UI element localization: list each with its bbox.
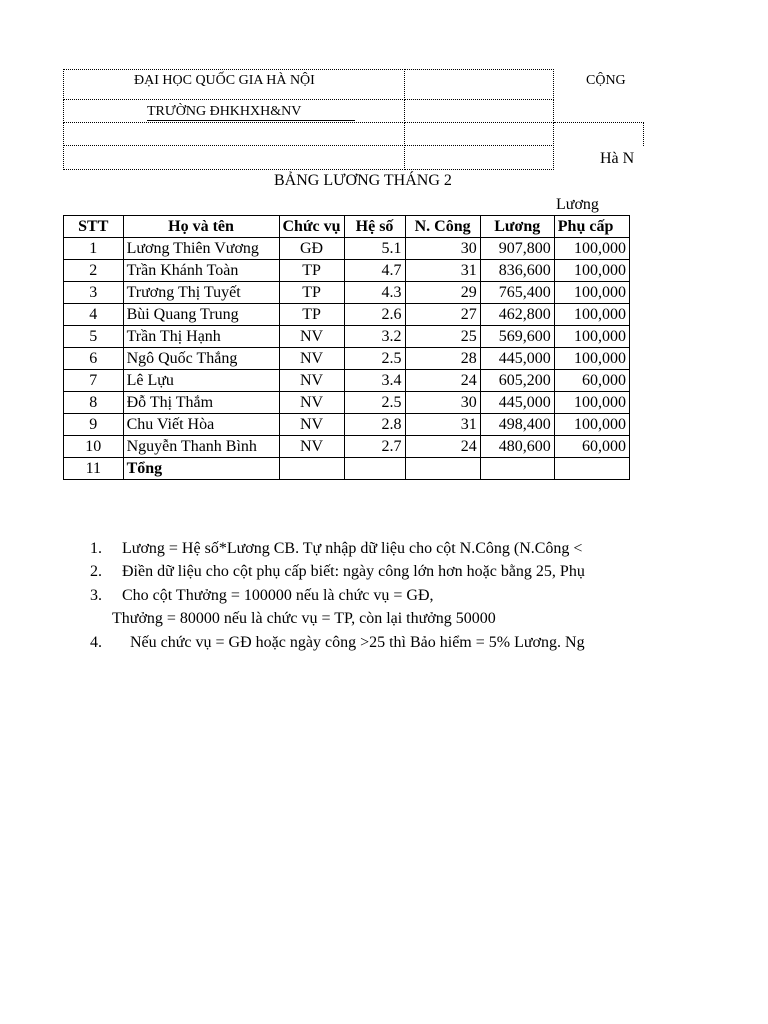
cell-coef: 2.8: [344, 414, 405, 436]
cell-days: 27: [405, 304, 480, 326]
cell-coef: 5.1: [344, 238, 405, 260]
luong-label: Lương: [556, 196, 599, 213]
note-item: 2. Điền dữ liệu cho cột phụ cấp biết: ngày công lớn hơn hoặc bằng 25, Phụ: [90, 563, 585, 580]
table-row: [64, 304, 630, 326]
cell-role: GĐ: [279, 238, 344, 260]
table-row: [64, 282, 630, 304]
school-name: TRƯỜNG ĐHKHXH&NV: [147, 104, 302, 119]
header-right-top: CỘNG: [586, 73, 626, 88]
cell-allowance: 100,000: [554, 392, 629, 414]
col-header-name: Họ và tên: [123, 216, 279, 238]
cell-days: 28: [405, 348, 480, 370]
header-cell: [554, 122, 644, 146]
cell-stt: 8: [64, 392, 124, 414]
table-row: [64, 392, 630, 414]
cell-role: NV: [279, 370, 344, 392]
cell-stt: 10: [64, 436, 124, 458]
cell-name: Chu Viết Hòa: [123, 414, 279, 436]
cell-name: Đỗ Thị Thắm: [123, 392, 279, 414]
table-header-row: [64, 216, 630, 238]
cell-role: TP: [279, 260, 344, 282]
table-row: [64, 436, 630, 458]
cell-name: Bùi Quang Trung: [123, 304, 279, 326]
cell-coef: 2.5: [344, 392, 405, 414]
cell-allowance: 100,000: [554, 260, 629, 282]
cell-stt: 5: [64, 326, 124, 348]
cell-name: Trần Thị Hạnh: [123, 326, 279, 348]
table-row: [64, 326, 630, 348]
cell-days: 24: [405, 370, 480, 392]
cell-salary: 569,600: [480, 326, 554, 348]
note-item: 1. Lương = Hệ số*Lương CB. Tự nhập dữ liệu cho cột N.Công (N.Công <: [90, 540, 583, 557]
cell-salary: 445,000: [480, 392, 554, 414]
cell-days: 30: [405, 238, 480, 260]
cell-name: Nguyễn Thanh Bình: [123, 436, 279, 458]
cell-allowance: [554, 458, 629, 480]
cell-salary: 445,000: [480, 348, 554, 370]
note-item: 3. Cho cột Thưởng = 100000 nếu là chức vụ = GĐ,: [90, 587, 434, 604]
col-header-role: Chức vụ: [279, 216, 344, 238]
cell-stt: 9: [64, 414, 124, 436]
col-header-days: N. Công: [405, 216, 480, 238]
cell-allowance: 60,000: [554, 436, 629, 458]
table-row: [64, 348, 630, 370]
cell-coef: 4.7: [344, 260, 405, 282]
header-cell: [404, 69, 554, 100]
cell-salary: 462,800: [480, 304, 554, 326]
table-row: [64, 260, 630, 282]
cell-days: 31: [405, 260, 480, 282]
cell-role: TP: [279, 282, 344, 304]
cell-name: Lê Lựu: [123, 370, 279, 392]
cell-stt: 3: [64, 282, 124, 304]
cell-role: [279, 458, 344, 480]
cell-salary: 498,400: [480, 414, 554, 436]
school-underline: [147, 120, 355, 121]
cell-role: NV: [279, 414, 344, 436]
header-cell: [404, 122, 554, 146]
cell-days: 24: [405, 436, 480, 458]
col-header-allowance: Phụ cấp: [554, 216, 629, 238]
cell-allowance: 100,000: [554, 282, 629, 304]
cell-coef: 3.2: [344, 326, 405, 348]
cell-salary: 605,200: [480, 370, 554, 392]
cell-allowance: 100,000: [554, 348, 629, 370]
cell-days: [405, 458, 480, 480]
cell-name: Ngô Quốc Thắng: [123, 348, 279, 370]
cell-salary: 765,400: [480, 282, 554, 304]
cell-allowance: 100,000: [554, 326, 629, 348]
cell-coef: [344, 458, 405, 480]
cell-stt: 7: [64, 370, 124, 392]
cell-stt: 4: [64, 304, 124, 326]
header-right-bottom: Hà N: [600, 150, 635, 167]
col-header-coef: Hệ số: [344, 216, 405, 238]
cell-coef: 2.5: [344, 348, 405, 370]
col-header-salary: Lương: [480, 216, 554, 238]
cell-name: Lương Thiên Vương: [123, 238, 279, 260]
cell-allowance: 100,000: [554, 304, 629, 326]
cell-days: 25: [405, 326, 480, 348]
table-row: [64, 414, 630, 436]
cell-stt: 1: [64, 238, 124, 260]
cell-stt: 11: [64, 458, 124, 480]
header-cell: [404, 145, 554, 170]
cell-allowance: 100,000: [554, 238, 629, 260]
cell-coef: 2.7: [344, 436, 405, 458]
cell-allowance: 60,000: [554, 370, 629, 392]
salary-table: [63, 215, 630, 480]
total-row: [64, 458, 630, 480]
cell-role: NV: [279, 326, 344, 348]
header-cell: [404, 99, 554, 123]
cell-role: NV: [279, 348, 344, 370]
header-cell: [63, 122, 405, 146]
university-name: ĐẠI HỌC QUỐC GIA HÀ NỘI: [134, 73, 315, 88]
cell-salary: 480,600: [480, 436, 554, 458]
header-cell: [63, 145, 405, 170]
col-header-stt: STT: [64, 216, 124, 238]
cell-stt: 6: [64, 348, 124, 370]
cell-coef: 4.3: [344, 282, 405, 304]
cell-role: TP: [279, 304, 344, 326]
cell-days: 31: [405, 414, 480, 436]
table-row: [64, 238, 630, 260]
cell-days: 29: [405, 282, 480, 304]
cell-role: NV: [279, 436, 344, 458]
cell-days: 30: [405, 392, 480, 414]
page-title: BẢNG LƯƠNG THÁNG 2: [274, 172, 452, 189]
cell-name: Trần Khánh Toàn: [123, 260, 279, 282]
cell-coef: 2.6: [344, 304, 405, 326]
cell-coef: 3.4: [344, 370, 405, 392]
note-item: 4. Nếu chức vụ = GĐ hoặc ngày công >25 thì Bảo hiểm = 5% Lương. Ng: [90, 634, 585, 651]
note-item: Thưởng = 80000 nếu là chức vụ = TP, còn lại thưởng 50000: [112, 610, 496, 627]
cell-salary: 907,800: [480, 238, 554, 260]
cell-allowance: 100,000: [554, 414, 629, 436]
cell-salary: [480, 458, 554, 480]
total-label: Tổng: [123, 458, 279, 480]
cell-name: Trương Thị Tuyết: [123, 282, 279, 304]
cell-role: NV: [279, 392, 344, 414]
cell-salary: 836,600: [480, 260, 554, 282]
cell-stt: 2: [64, 260, 124, 282]
table-row: [64, 370, 630, 392]
